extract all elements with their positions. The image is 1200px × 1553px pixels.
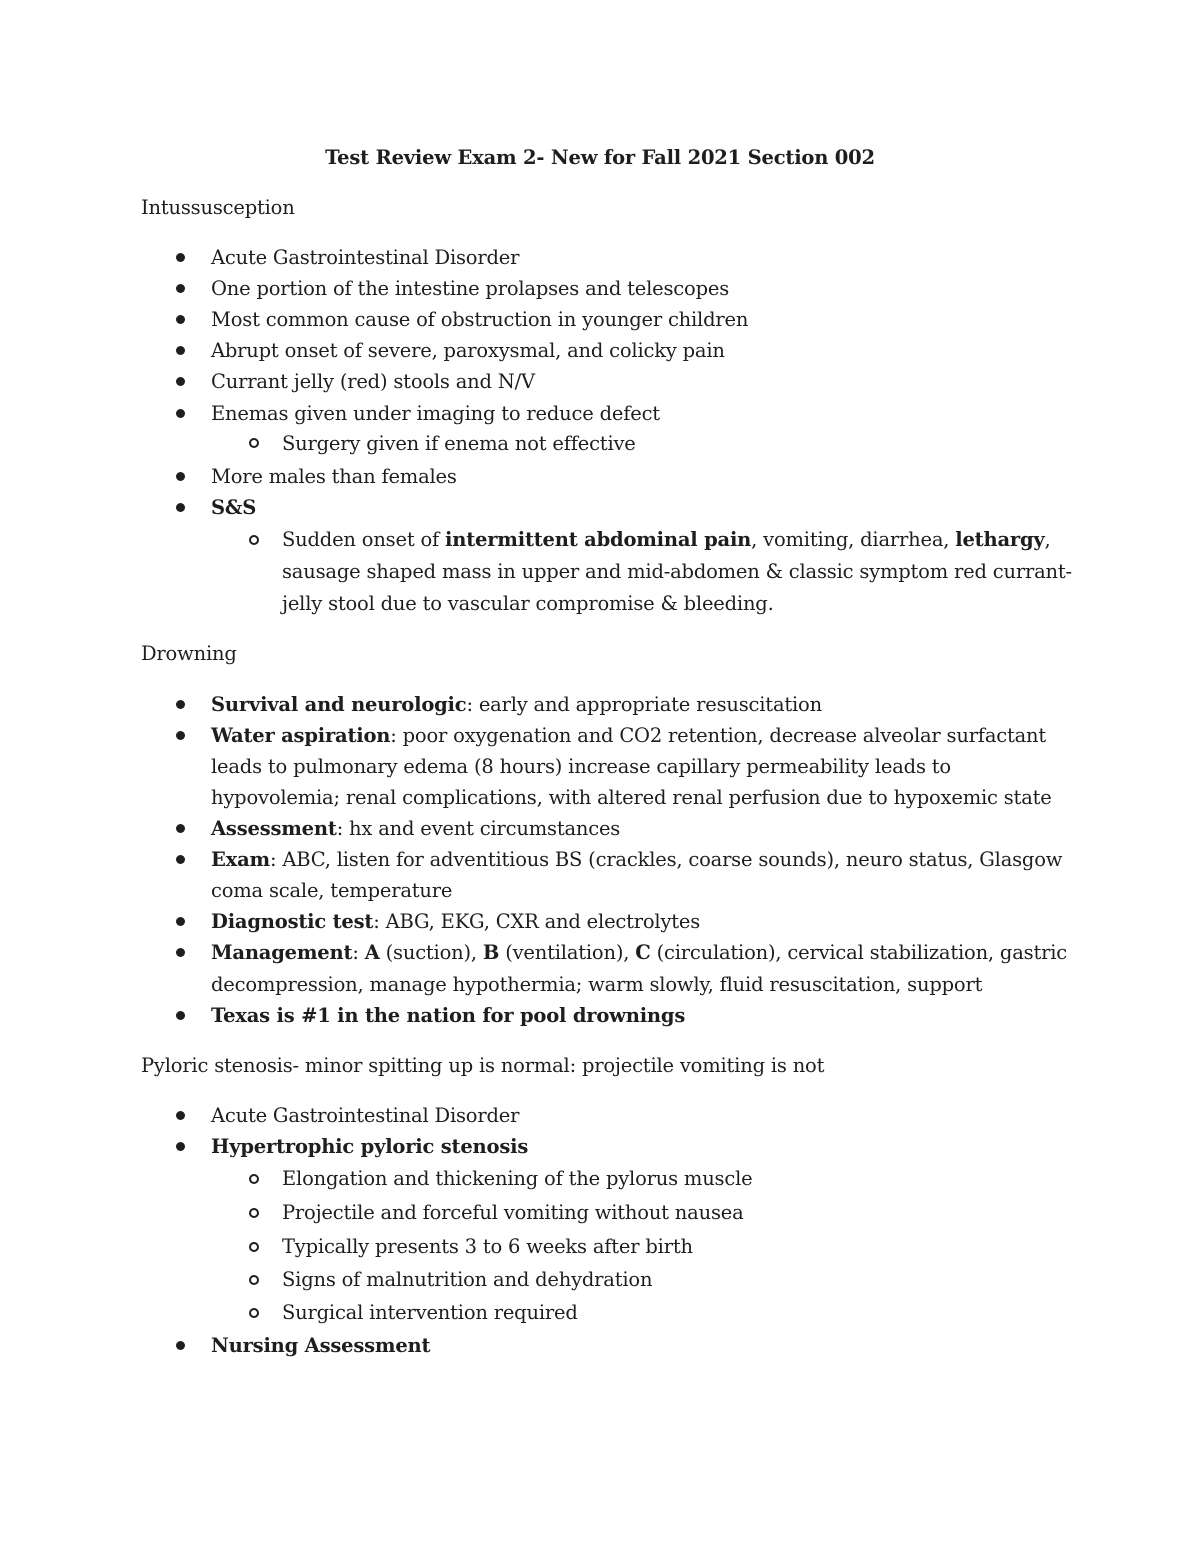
ss-description: Sudden onset of intermittent abdominal pain, vomiting, diarrhea, lethargy, sausage shaped mass in upper and mid-abdomen & classic symptom red currant- jelly stool due to vascular compromise & bleeding. xyxy=(282,528,1072,615)
sub-list-item: Surgical intervention required xyxy=(282,1301,578,1324)
list-item: One portion of the intestine prolapses and telescopes xyxy=(211,277,729,300)
bullet-icon xyxy=(176,1011,185,1020)
section-heading-pyloric: Pyloric stenosis- minor spitting up is normal: projectile vomiting is not xyxy=(141,1054,825,1077)
list-item: More males than females xyxy=(211,465,457,488)
sub-list-item: Typically presents 3 to 6 weeks after birth xyxy=(282,1235,693,1258)
bullet-icon xyxy=(176,1142,185,1151)
bullet-icon xyxy=(176,253,185,262)
sub-list-item: Signs of malnutrition and dehydration xyxy=(282,1268,653,1291)
ss-label: S&S xyxy=(211,496,257,519)
bullet-icon xyxy=(176,948,185,957)
sub-bullet-icon xyxy=(249,1242,259,1252)
bullet-icon xyxy=(176,377,185,386)
section-heading-drowning: Drowning xyxy=(141,642,237,665)
list-item: Survival and neurologic: early and appropriate resuscitation xyxy=(211,693,822,716)
list-item: Management: A (suction), B (ventilation), C (circulation), cervical stabilization, gastric decompression, manage hypothermia; warm slowly, fluid resuscitation, support xyxy=(211,941,1067,996)
list-item: Acute Gastrointestinal Disorder xyxy=(211,1104,520,1127)
bullet-icon xyxy=(176,409,185,418)
list-item: Water aspiration: poor oxygenation and CO2 retention, decrease alveolar surfactant leads to pulmonary edema (8 hours) increase capillary permeability leads to hypovolemia; renal complications, with altered renal perfusion due to hypoxemic state xyxy=(211,724,1052,809)
bullet-icon xyxy=(176,315,185,324)
sub-list-item: Elongation and thickening of the pylorus muscle xyxy=(282,1167,753,1190)
sub-bullet-icon xyxy=(249,1174,259,1184)
bullet-icon xyxy=(176,346,185,355)
sub-bullet-icon xyxy=(249,535,259,545)
sub-bullet-icon xyxy=(249,438,259,448)
sub-list-item: Projectile and forceful vomiting without nausea xyxy=(282,1201,744,1224)
bullet-icon xyxy=(176,824,185,833)
bullet-icon xyxy=(176,700,185,709)
bullet-icon xyxy=(176,1111,185,1120)
bullet-icon xyxy=(176,472,185,481)
list-item: Texas is #1 in the nation for pool drownings xyxy=(211,1004,686,1027)
list-item: Nursing Assessment xyxy=(211,1334,431,1357)
list-item: Acute Gastrointestinal Disorder xyxy=(211,246,520,269)
sub-bullet-icon xyxy=(249,1275,259,1285)
list-item: Assessment: hx and event circumstances xyxy=(211,817,621,840)
list-item: Currant jelly (red) stools and N/V xyxy=(211,370,535,393)
bullet-icon xyxy=(176,855,185,864)
page-title: Test Review Exam 2- New for Fall 2021 Section 002 xyxy=(325,146,875,169)
list-item: Abrupt onset of severe, paroxysmal, and colicky pain xyxy=(211,339,725,362)
bullet-icon xyxy=(176,1341,185,1350)
bullet-icon xyxy=(176,284,185,293)
sub-bullet-icon xyxy=(249,1208,259,1218)
list-item: Enemas given under imaging to reduce defect xyxy=(211,402,660,425)
bullet-icon xyxy=(176,731,185,740)
bullet-icon xyxy=(176,503,185,512)
bullet-icon xyxy=(176,917,185,926)
section-heading-intussusception: Intussusception xyxy=(141,196,295,219)
list-item: Exam: ABC, listen for adventitious BS (crackles, coarse sounds), neuro status, Glasgow coma scale, temperature xyxy=(211,848,1063,902)
list-item xyxy=(211,492,1071,523)
sub-list-item: Surgery given if enema not effective xyxy=(282,432,636,455)
list-item: Diagnostic test: ABG, EKG, CXR and electrolytes xyxy=(211,910,701,933)
list-item: Hypertrophic pyloric stenosis xyxy=(211,1135,529,1158)
list-item: Most common cause of obstruction in younger children xyxy=(211,308,749,331)
sub-bullet-icon xyxy=(249,1308,259,1318)
